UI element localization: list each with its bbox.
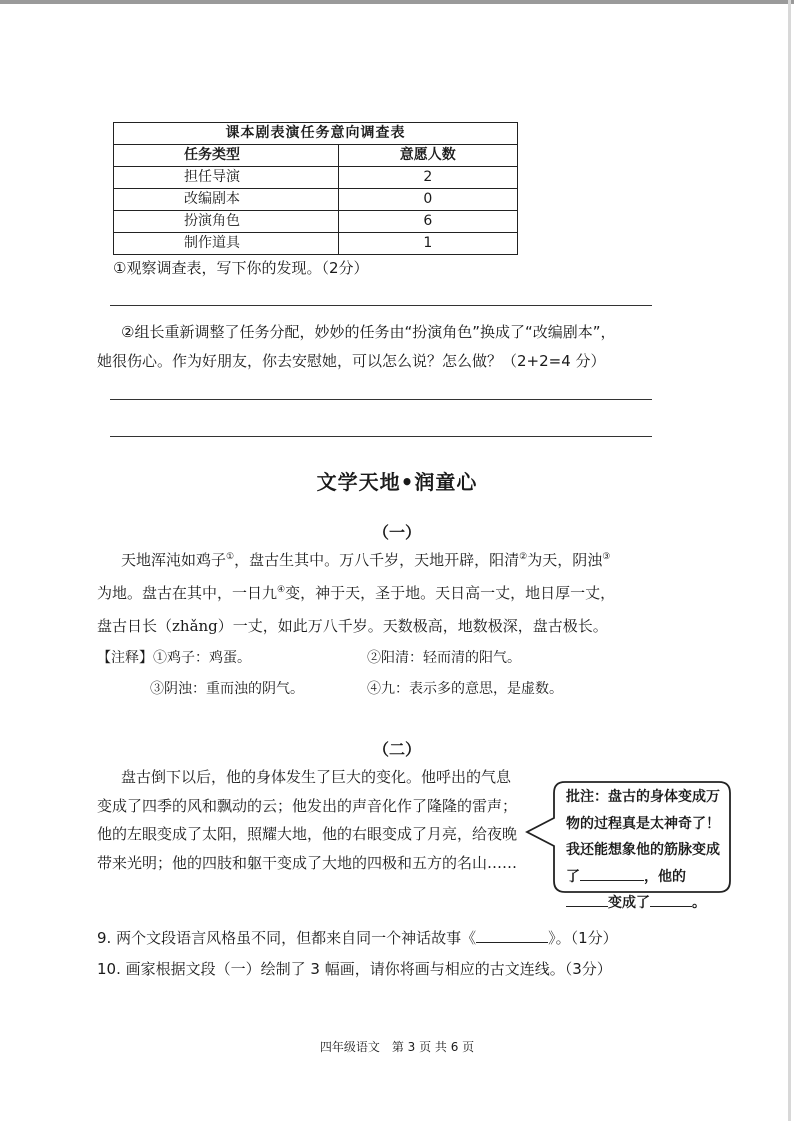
- scan-edge-right: [788, 0, 791, 1121]
- page-footer: 四年级语文 第 3 页 共 6 页: [319, 1040, 475, 1054]
- question-10: 10. 画家根据文段（一）绘制了 3 幅画，请你将画与相应的古文连线。（3分）: [97, 960, 612, 978]
- task-cell: 担任导演: [114, 167, 339, 189]
- note-4: ④九：表示多的意思，是虚数。: [367, 681, 563, 697]
- table-row: [114, 211, 518, 233]
- count-cell: 6: [338, 211, 517, 233]
- question-2-line2: 她很伤心。作为好朋友，你去安慰她，可以怎么说？怎么做？（2+2=4 分）: [97, 352, 606, 370]
- task-cell: 改编剧本: [114, 189, 339, 211]
- section-title: 文学天地•润童心: [316, 470, 478, 494]
- header-count: 意愿人数: [338, 145, 517, 167]
- task-cell: 制作道具: [114, 233, 339, 255]
- survey-title: 课本剧表演任务意向调查表: [114, 123, 518, 145]
- note-2: ②阳清：轻而清的阳气。: [367, 650, 521, 666]
- answer-line[interactable]: [110, 436, 652, 437]
- story-name-blank[interactable]: [476, 926, 548, 943]
- modern-passage: 盘古倒下以后，他的身体发生了巨大的变化。他呼出的气息变成了四季的风和飘动的云；他发出的声音化作了隆隆的雷声；他的左眼变成了太阳，照耀大地，他的右眼变成了月亮，给夜晚带来光明；他的四肢和躯干变成了大地的四极和五方的名山……: [97, 768, 518, 872]
- annotation-blank[interactable]: [650, 890, 692, 907]
- classic-text-line1: 天地浑沌如鸡子①，盘古生其中。万八千岁，天地开辟，阳清②为天，阴浊③: [121, 551, 611, 569]
- annotation-blank[interactable]: [580, 864, 644, 881]
- annotation-blank[interactable]: [566, 890, 608, 907]
- classic-text-line3: 盘古日长（zhǎng）一丈，如此万八千岁。天数极高，地数极深，盘古极长。: [97, 617, 608, 635]
- question-9: 9. 两个文段语言风格虽不同，但都来自同一个神话故事《 》。（1分）: [97, 926, 618, 950]
- question-1: ①观察调查表，写下你的发现。（2分）: [113, 259, 369, 277]
- question-2-line1: ②组长重新调整了任务分配，妙妙的任务由“扮演角色”换成了“改编剧本”，: [121, 323, 616, 341]
- note-3: ③阴浊：重而浊的阴气。: [150, 681, 304, 697]
- table-row: [114, 167, 518, 189]
- note-row-1: 【注释】①鸡子：鸡蛋。: [97, 650, 251, 666]
- table-row: [114, 189, 518, 211]
- part-2-title: （二）: [372, 740, 421, 759]
- classic-text-line2: 为地。盘古在其中，一日九④变，神于天，圣于地。天日高一丈，地日厚一丈，: [97, 584, 616, 602]
- count-cell: 2: [338, 167, 517, 189]
- table-row: [114, 233, 518, 255]
- count-cell: 1: [338, 233, 517, 255]
- count-cell: 0: [338, 189, 517, 211]
- survey-table: [113, 122, 518, 255]
- scan-edge-top: [0, 0, 794, 4]
- annotation-text: 批注：盘古的身体变成万物的过程真是太神奇了！我还能想象他的筋脉变成了 ，他的变成了 。: [566, 789, 720, 911]
- part-1-title: （一）: [372, 523, 421, 542]
- header-task-type: 任务类型: [114, 145, 339, 167]
- answer-line[interactable]: [110, 305, 652, 306]
- task-cell: 扮演角色: [114, 211, 339, 233]
- answer-line[interactable]: [110, 399, 652, 400]
